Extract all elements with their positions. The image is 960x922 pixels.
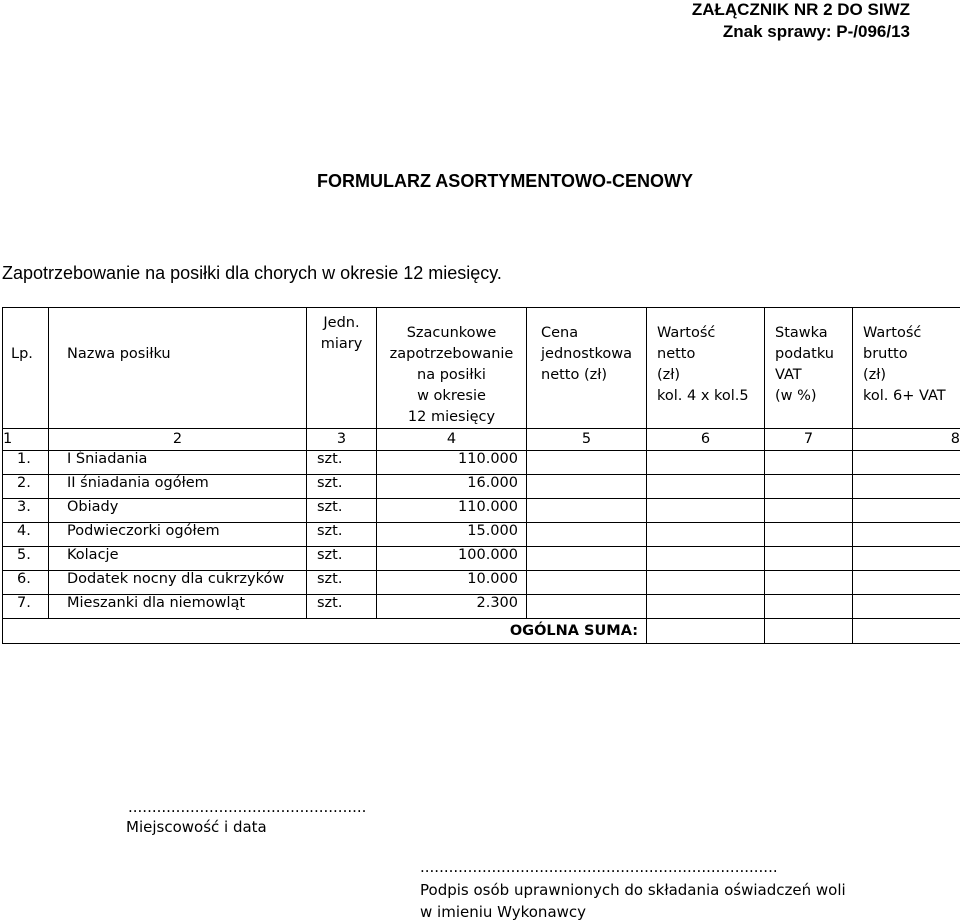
column-number: 8: [853, 429, 960, 451]
header-unit: Jedn. miary: [307, 308, 377, 429]
row-name: Podwieczorki ogółem: [49, 523, 307, 547]
signature-label: Podpis osób uprawnionych do składania oświadczeń woli: [420, 881, 846, 899]
signature-label-contractor: w imieniu Wykonawcy: [420, 903, 587, 921]
row-quantity: 10.000: [377, 571, 527, 595]
header-unit-price: Cena jednostkowa netto (zł): [527, 308, 647, 429]
row-unit-price-cell[interactable]: [527, 595, 647, 619]
row-net-value-cell[interactable]: [647, 451, 765, 475]
row-lp: 2.: [3, 475, 49, 499]
row-gross-value-cell[interactable]: [853, 571, 960, 595]
column-number: 4: [377, 429, 527, 451]
row-lp: 4.: [3, 523, 49, 547]
row-lp: 1.: [3, 451, 49, 475]
row-quantity: 15.000: [377, 523, 527, 547]
row-vat-cell[interactable]: [765, 547, 853, 571]
header-gross-value: Wartość brutto (zł) kol. 6+ VAT: [853, 308, 960, 429]
row-quantity: 2.300: [377, 595, 527, 619]
total-row: [3, 619, 960, 644]
row-vat-cell[interactable]: [765, 523, 853, 547]
row-unit-price-cell[interactable]: [527, 475, 647, 499]
row-gross-value-cell[interactable]: [853, 499, 960, 523]
row-net-value-cell[interactable]: [647, 499, 765, 523]
row-quantity: 16.000: [377, 475, 527, 499]
row-vat-cell[interactable]: [765, 595, 853, 619]
table-header-row: [3, 308, 960, 429]
row-vat-cell[interactable]: [765, 451, 853, 475]
row-unit: szt.: [307, 499, 377, 523]
row-unit: szt.: [307, 595, 377, 619]
table-row: [3, 571, 960, 595]
row-name: Dodatek nocny dla cukrzyków: [49, 571, 307, 595]
row-name: Obiady: [49, 499, 307, 523]
column-number: 7: [765, 429, 853, 451]
form-subtitle: Zapotrzebowanie na posiłki dla chorych w okresie 12 miesięcy.: [2, 263, 502, 283]
header-vat-rate: Stawka podatku VAT (w %): [765, 308, 853, 429]
row-gross-value-cell[interactable]: [853, 595, 960, 619]
row-unit-price-cell[interactable]: [527, 499, 647, 523]
row-lp: 5.: [3, 547, 49, 571]
row-quantity: 100.000: [377, 547, 527, 571]
case-reference: Znak sprawy: P-/096/13: [722, 22, 910, 41]
row-name: II śniadania ogółem: [49, 475, 307, 499]
row-unit-price-cell[interactable]: [527, 523, 647, 547]
row-name: I Śniadania: [49, 451, 307, 475]
place-date-dots: ..................................................: [128, 798, 367, 816]
row-name: Mieszanki dla niemowląt: [49, 595, 307, 619]
table-row: [3, 523, 960, 547]
row-vat-cell[interactable]: [765, 571, 853, 595]
row-unit-price-cell[interactable]: [527, 451, 647, 475]
row-net-value-cell[interactable]: [647, 547, 765, 571]
total-gross-cell[interactable]: [853, 619, 960, 644]
row-quantity: 110.000: [377, 451, 527, 475]
row-net-value-cell[interactable]: [647, 523, 765, 547]
row-unit: szt.: [307, 523, 377, 547]
row-unit: szt.: [307, 451, 377, 475]
form-title: FORMULARZ ASORTYMENTOWO-CENOWY: [317, 171, 693, 191]
row-lp: 6.: [3, 571, 49, 595]
table-row: [3, 451, 960, 475]
total-label: OGÓLNA SUMA:: [3, 619, 647, 644]
total-net-cell[interactable]: [647, 619, 765, 644]
row-vat-cell[interactable]: [765, 475, 853, 499]
row-lp: 7.: [3, 595, 49, 619]
total-vat-cell[interactable]: [765, 619, 853, 644]
row-unit: szt.: [307, 571, 377, 595]
table-row: [3, 499, 960, 523]
row-gross-value-cell[interactable]: [853, 547, 960, 571]
header-net-value: Wartość netto (zł) kol. 4 x kol.5: [647, 308, 765, 429]
row-gross-value-cell[interactable]: [853, 451, 960, 475]
column-number: 6: [647, 429, 765, 451]
header-name: Nazwa posiłku: [49, 308, 307, 429]
row-net-value-cell[interactable]: [647, 571, 765, 595]
column-number: 1: [3, 429, 49, 451]
place-date-label: Miejscowość i data: [126, 818, 267, 836]
column-number: 2: [49, 429, 307, 451]
row-vat-cell[interactable]: [765, 499, 853, 523]
row-quantity: 110.000: [377, 499, 527, 523]
header-lp: Lp.: [3, 308, 49, 429]
row-unit: szt.: [307, 475, 377, 499]
row-gross-value-cell[interactable]: [853, 475, 960, 499]
price-form-table: [2, 307, 960, 644]
row-unit: szt.: [307, 547, 377, 571]
attachment-number: ZAŁĄCZNIK NR 2 DO SIWZ: [691, 0, 910, 19]
table-row: [3, 595, 960, 619]
row-gross-value-cell[interactable]: [853, 523, 960, 547]
column-number: 5: [527, 429, 647, 451]
column-number-row: [3, 429, 960, 451]
table-row: [3, 547, 960, 571]
row-lp: 3.: [3, 499, 49, 523]
row-unit-price-cell[interactable]: [527, 547, 647, 571]
signature-dots: ...........................................................................: [420, 858, 778, 876]
row-name: Kolacje: [49, 547, 307, 571]
row-net-value-cell[interactable]: [647, 475, 765, 499]
column-number: 3: [307, 429, 377, 451]
table-row: [3, 475, 960, 499]
row-net-value-cell[interactable]: [647, 595, 765, 619]
header-quantity: Szacunkowe zapotrzebowanie na posiłki w okresie 12 miesięcy: [377, 308, 527, 429]
row-unit-price-cell[interactable]: [527, 571, 647, 595]
